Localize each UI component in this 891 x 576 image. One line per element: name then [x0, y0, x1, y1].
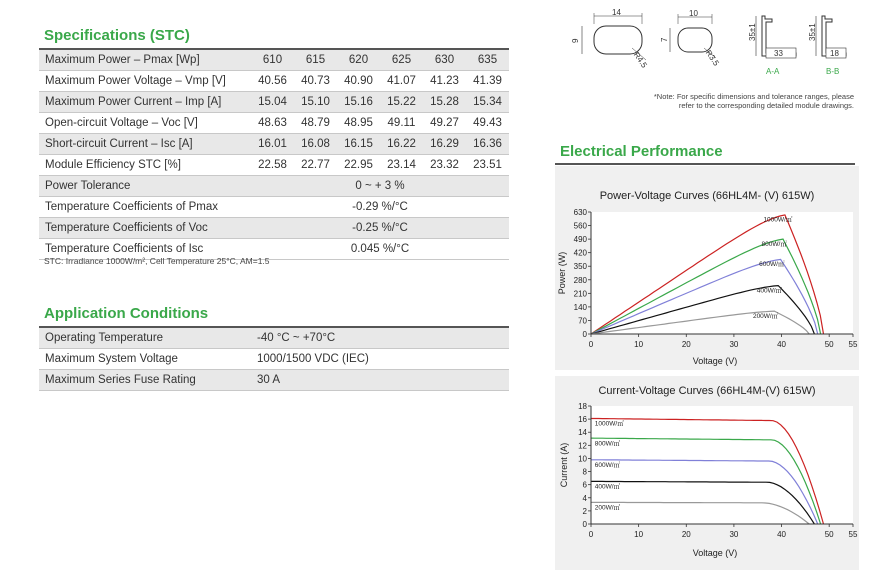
x-tick-label: 0: [588, 340, 594, 349]
table-row-header: [39, 50, 509, 71]
corner-section-drawing-1: [571, 8, 649, 70]
spec-title: Specifications (STC): [44, 27, 190, 44]
y-tick-label: 490: [573, 235, 587, 245]
cell-value: 41.39: [466, 71, 509, 92]
cell-value: 49.43: [466, 113, 509, 134]
dim-33: 33: [774, 49, 783, 58]
y-tick-label: 280: [573, 275, 587, 285]
y-tick-label: 8: [582, 467, 587, 477]
x-tick-label: 30: [729, 340, 739, 349]
x-tick-label: 20: [681, 530, 691, 539]
iv-x-axis-label: Voltage (V): [692, 548, 738, 558]
iv-chart-title: Current-Voltage Curves (66HL4M-(V) 615W): [598, 385, 816, 397]
table-row: [39, 328, 509, 349]
y-tick-label: 0: [582, 330, 587, 339]
stc-footnote: STC: Irradiance 1000W/m², Cell Temperature 25°C, AM=1.5: [44, 256, 270, 266]
y-tick-label: 2: [582, 506, 587, 516]
cell-value: 16.29: [423, 134, 466, 155]
cell-value: 30 A: [251, 370, 509, 391]
cell-value: -0.25 %/°C: [251, 218, 509, 239]
iv-chart: [555, 398, 859, 568]
row-label: Power Tolerance: [39, 176, 251, 197]
series-label-1: 800W/㎡: [761, 240, 787, 248]
table-row: [39, 71, 509, 92]
y-tick-label: 4: [582, 493, 587, 503]
corner-section-drawing-2: [660, 9, 721, 68]
y-tick-label: 420: [573, 248, 587, 258]
cell-value: 1000/1500 VDC (IEC): [251, 349, 509, 370]
frame-section-b-b: [808, 16, 846, 76]
cell-value: 49.27: [423, 113, 466, 134]
series-label-2: 600W/㎡: [759, 261, 785, 269]
cell-value: 48.95: [337, 113, 380, 134]
cell-value: 23.14: [380, 155, 423, 176]
y-tick-label: 6: [582, 480, 587, 490]
spec-header-635: 635: [466, 50, 509, 71]
row-label: Maximum System Voltage: [39, 349, 251, 370]
cell-value: 22.58: [251, 155, 294, 176]
x-tick-label: 30: [729, 530, 739, 539]
cell-value: -0.29 %/°C: [251, 197, 509, 218]
dim-r45: R4.5: [631, 50, 649, 70]
y-tick-label: 12: [578, 441, 587, 451]
x-tick-label: 10: [634, 530, 644, 539]
cell-value: 16.36: [466, 134, 509, 155]
application-table: [39, 328, 509, 391]
cell-value: 15.16: [337, 92, 380, 113]
y-tick-label: 0: [582, 520, 587, 529]
spec-header-630: 630: [423, 50, 466, 71]
series-label-0: 1000W/㎡: [763, 216, 793, 224]
row-label: Maximum Series Fuse Rating: [39, 370, 251, 391]
x-tick-label: 40: [777, 530, 786, 539]
series-label-2: 600W/㎡: [594, 461, 621, 469]
cell-value: 41.23: [423, 71, 466, 92]
cell-value: 16.15: [337, 134, 380, 155]
pv-plot-area: [591, 212, 853, 334]
cell-value: 0.045 %/°C: [251, 239, 509, 260]
y-tick-label: 350: [573, 262, 587, 272]
spec-header-620: 620: [337, 50, 380, 71]
series-label-3: 400W/㎡: [756, 287, 783, 295]
cell-value: 16.08: [294, 134, 337, 155]
y-tick-label: 630: [573, 208, 587, 217]
x-tick-label: 40: [777, 340, 786, 349]
x-tick-label: 50: [824, 340, 834, 349]
cell-value: 23.51: [466, 155, 509, 176]
dim-35-b: 35±1: [808, 23, 817, 41]
dim-35-a: 35±1: [748, 23, 757, 41]
dim-9: 9: [571, 38, 580, 43]
row-label: Temperature Coefficients of Pmax: [39, 197, 251, 218]
dim-7: 7: [660, 37, 669, 42]
iv-plot-area: [591, 406, 853, 524]
y-tick-label: 210: [573, 289, 587, 299]
row-label: Temperature Coefficients of Isc: [39, 239, 251, 260]
y-tick-label: 16: [578, 415, 587, 425]
pv-chart-title: Power-Voltage Curves (66HL4M- (V) 615W): [599, 190, 815, 202]
spec-header-label: Maximum Power – Pmax [Wp]: [39, 50, 251, 71]
cell-value: 16.22: [380, 134, 423, 155]
cell-value: 40.56: [251, 71, 294, 92]
application-title: Application Conditions: [44, 305, 209, 322]
series-label-4: 200W/㎡: [594, 504, 621, 512]
table-row: [39, 218, 509, 239]
table-row: [39, 155, 509, 176]
pv-x-axis-label: Voltage (V): [692, 356, 738, 366]
row-label: Maximum Power Voltage – Vmp [V]: [39, 71, 251, 92]
cell-value: 15.28: [423, 92, 466, 113]
row-label: Module Efficiency STC [%]: [39, 155, 251, 176]
spec-header-625: 625: [380, 50, 423, 71]
dim-14: 14: [612, 8, 621, 17]
cell-value: 15.04: [251, 92, 294, 113]
spec-header-610: 610: [251, 50, 294, 71]
y-tick-label: 10: [578, 454, 587, 464]
iv-y-axis-label: Current (A): [559, 442, 569, 488]
drawing-note: [632, 92, 854, 110]
cell-value: 15.10: [294, 92, 337, 113]
x-tick-label: 20: [681, 340, 691, 349]
dim-18: 18: [830, 49, 839, 58]
cell-value: 15.22: [380, 92, 423, 113]
cell-value: 22.95: [337, 155, 380, 176]
x-tick-label: 10: [634, 340, 644, 349]
x-tick-label: 0: [588, 530, 594, 539]
row-label: Operating Temperature: [39, 328, 251, 349]
spec-table: [39, 50, 509, 260]
cell-value: 22.77: [294, 155, 337, 176]
row-label: Temperature Coefficients of Voc: [39, 218, 251, 239]
cell-value: -40 °C ~ +70°C: [251, 328, 509, 349]
y-tick-label: 18: [578, 402, 587, 411]
cell-value: 48.63: [251, 113, 294, 134]
cell-value: 16.01: [251, 134, 294, 155]
table-row: [39, 134, 509, 155]
cell-value: 40.90: [337, 71, 380, 92]
x-tick-label: 55: [848, 340, 858, 349]
section-a-label: A-A: [766, 67, 780, 76]
row-label: Maximum Power Current – Imp [A]: [39, 92, 251, 113]
pv-chart: [555, 200, 859, 370]
drawing-note-line-1: *Note: For specific dimensions and tolerance ranges, please: [653, 92, 854, 101]
cell-value: 48.79: [294, 113, 337, 134]
row-label: Open-circuit Voltage – Voc [V]: [39, 113, 251, 134]
y-tick-label: 140: [573, 302, 587, 312]
x-tick-label: 50: [824, 530, 834, 539]
dim-10: 10: [689, 9, 698, 18]
y-tick-label: 560: [573, 221, 587, 231]
pv-y-axis-label: Power (W): [557, 251, 567, 295]
cell-value: 23.32: [423, 155, 466, 176]
table-row: [39, 176, 509, 197]
table-row: [39, 92, 509, 113]
frame-section-drawings: [560, 4, 860, 84]
series-label-4: 200W/㎡: [752, 312, 779, 320]
row-label: Short-circuit Current – Isc [A]: [39, 134, 251, 155]
series-label-1: 800W/㎡: [594, 440, 621, 448]
frame-section-a-a: [748, 16, 796, 76]
table-row: [39, 197, 509, 218]
section-b-label: B-B: [826, 67, 840, 76]
x-tick-label: 55: [848, 530, 858, 539]
electrical-top-rule: [555, 163, 855, 165]
table-row: [39, 370, 509, 391]
series-label-0: 1000W/㎡: [594, 420, 624, 428]
table-row: [39, 349, 509, 370]
table-row: [39, 113, 509, 134]
electrical-title: Electrical Performance: [560, 143, 723, 160]
cell-value: 0 ~ + 3 %: [251, 176, 509, 197]
spec-header-615: 615: [294, 50, 337, 71]
cell-value: 49.11: [380, 113, 423, 134]
cell-value: 41.07: [380, 71, 423, 92]
cell-value: 40.73: [294, 71, 337, 92]
cell-value: 15.34: [466, 92, 509, 113]
series-label-3: 400W/㎡: [594, 483, 621, 491]
dim-r35: R3.5: [703, 48, 721, 68]
y-tick-label: 70: [578, 316, 587, 326]
y-tick-label: 14: [578, 428, 587, 438]
drawing-note-line-2: refer to the corresponding detailed module drawings.: [678, 101, 854, 110]
